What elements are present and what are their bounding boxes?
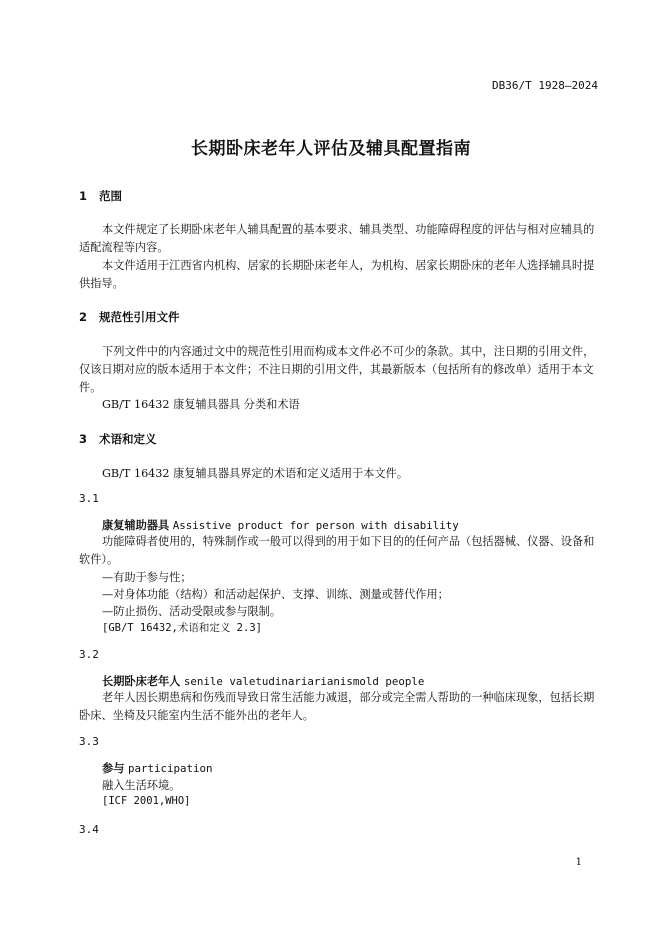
- section-title: 规范性引用文件: [99, 310, 180, 324]
- term-cn: 康复辅助器具: [102, 519, 170, 532]
- section-number: 3: [79, 432, 88, 446]
- section-3-heading: [79, 431, 157, 447]
- term-heading: [102, 673, 424, 689]
- scope-paragraph-1: 本文件规定了长期卧床老年人辅具配置的基本要求、辅具类型、功能障碍程度的评估与相对应辅具的适配流程等内容。: [79, 223, 595, 254]
- definition-item: —防止损伤、活动受限或参与限制。: [102, 605, 282, 618]
- normative-refs-paragraph: 下列文件中的内容通过文中的规范性引用而构成本文件必不可少的条款。其中，注日期的引用文件，仅该日期对应的版本适用于本文件；不注日期的引用文件，其最新版本（包括所有的修改单）适用于本文件。: [79, 345, 595, 394]
- section-title: 范围: [99, 189, 122, 203]
- term-en: Assistive product for person with disability: [172, 519, 459, 532]
- clause-number: 3.4: [79, 823, 99, 836]
- normative-ref-item: GB/T 16432 康复辅具器具 分类和术语: [102, 398, 300, 411]
- term-en: participation: [127, 762, 213, 775]
- clause-number: 3.1: [79, 492, 99, 505]
- section-number: 2: [79, 310, 88, 324]
- scope-paragraph-2: 本文件适用于江西省内机构、居家的长期卧床老年人，为机构、居家长期卧床的老年人选择辅具时提供指导。: [79, 259, 595, 290]
- section-1-heading: [79, 188, 122, 204]
- definition-item: —有助于参与性；: [102, 571, 192, 584]
- term-en: senile valetudinariarianismold people: [183, 675, 425, 688]
- term-heading: [102, 760, 212, 776]
- definition-item: —对身体功能（结构）和活动起保护、支撑、训练、测量或替代作用；: [102, 588, 449, 601]
- section-title: 术语和定义: [99, 432, 157, 446]
- section-2-heading: [79, 309, 180, 325]
- section-number: 1: [79, 189, 88, 203]
- term-definition: 老年人因长期患病和伤残而导致日常生活能力减退，部分或完全需人帮助的一种临床现象，包括长期卧床、坐椅及只能室内生活不能外出的老年人。: [79, 691, 595, 722]
- clause-number: 3.3: [79, 735, 99, 748]
- document-title: 长期卧床老年人评估及辅具配置指南: [191, 139, 471, 159]
- term-heading: [102, 517, 459, 533]
- term-cn: 长期卧床老年人: [102, 675, 181, 688]
- term-source: [ICF 2001,WHO]: [102, 795, 191, 807]
- standard-code: DB36/T 1928—2024: [492, 79, 598, 92]
- clause-number: 3.2: [79, 648, 99, 661]
- term-cn: 参与: [102, 762, 125, 775]
- term-definition: 功能障碍者使用的，特殊制作或一般可以得到的用于如下目的的任何产品（包括器械、仪器、设备和软件）。: [79, 535, 595, 566]
- page-number: 1: [575, 857, 582, 868]
- term-definition: 融入生活环境。: [102, 779, 181, 792]
- term-source: [GB/T 16432,术语和定义 2.3]: [102, 622, 262, 634]
- terms-intro: GB/T 16432 康复辅具器具界定的术语和定义适用于本文件。: [102, 467, 409, 480]
